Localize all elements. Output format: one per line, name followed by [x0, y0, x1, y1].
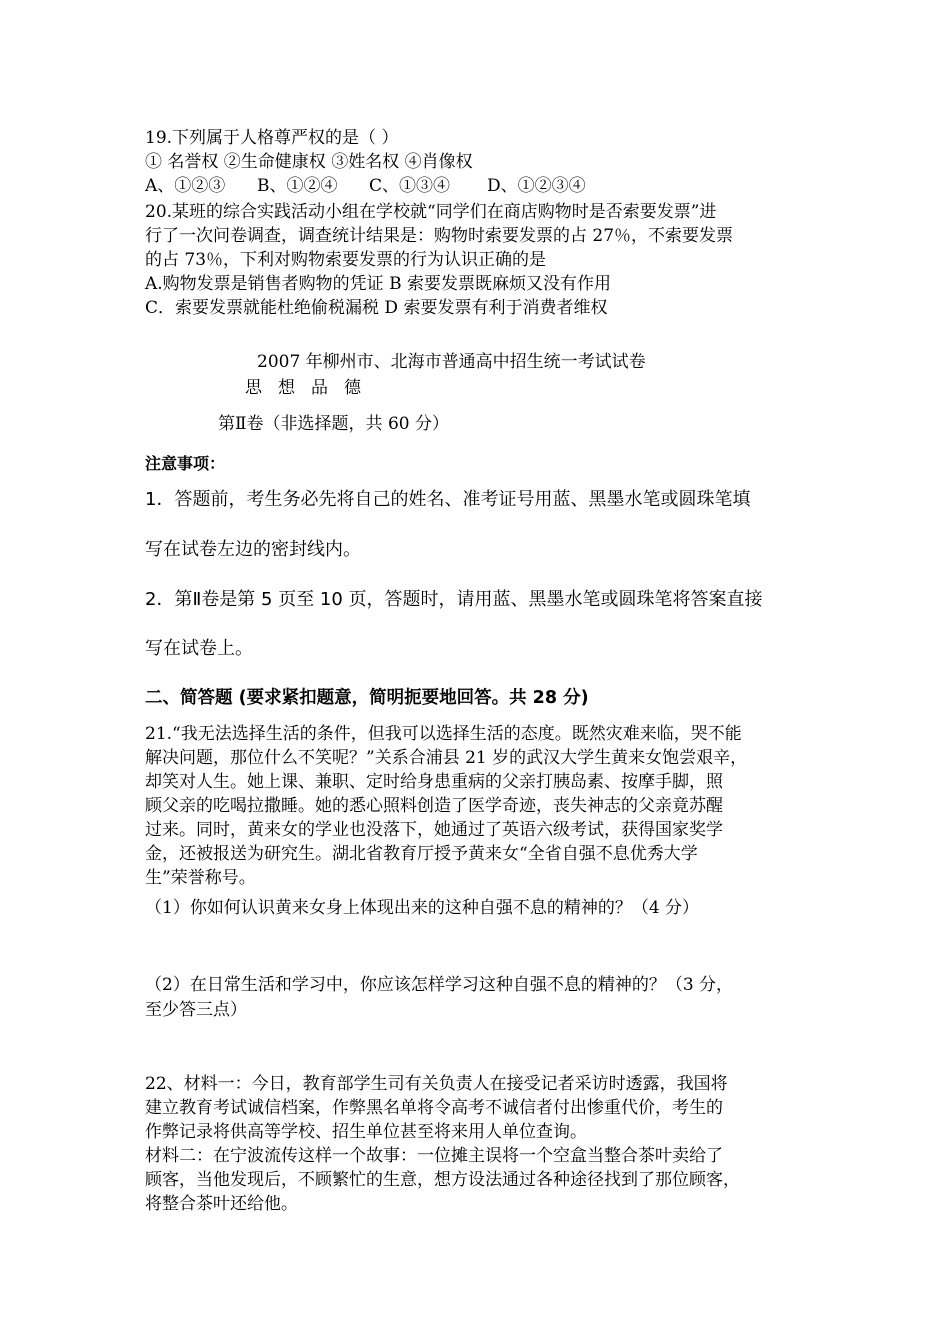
- q21-sub-question-2-line-1: （2）在日常生活和学习中，你应该怎样学习这种自强不息的精神的？（3 分，: [145, 975, 734, 995]
- notes-heading: 注意事项：: [145, 454, 226, 473]
- question-19: [145, 126, 815, 198]
- section-2-heading: 二、简答题 (要求紧扣题意，简明扼要地回答。共 28 分): [145, 688, 589, 708]
- q21-line-2: 解决问题，那位什么不笑呢？”关系合浦县 21 岁的武汉大学生黄来女饱尝艰辛，: [145, 748, 748, 768]
- question-21: [145, 722, 815, 890]
- q19-option-d: D、①②③④: [487, 176, 586, 196]
- q20-stem-line-1: 20.某班的综合实践活动小组在学校就“同学们在商店购物时是否索要发票”进: [145, 202, 717, 222]
- part-2-title: 第Ⅱ卷（非选择题，共 60 分）: [218, 414, 449, 434]
- q20-option-line-2: C．索要发票就能杜绝偷税漏税 D 索要发票有利于消费者维权: [145, 298, 608, 318]
- q22-line-1: 22、材料一：今日，教育部学生司有关负责人在接受记者采访时透露，我国将: [145, 1074, 728, 1094]
- q20-stem-line-3: 的占 73％，下利对购物索要发票的行为认识正确的是: [145, 250, 547, 270]
- notes-item-2-line-2: 写在试卷上。: [145, 638, 253, 659]
- exam-title: 2007 年柳州市、北海市普通高中招生统一考试试卷: [257, 352, 646, 372]
- q21-line-7: 生”荣誉称号。: [145, 868, 256, 888]
- q22-line-5: 顾客，当他发现后，不顾繁忙的生意，想方设法通过各种途径找到了那位顾客，: [145, 1170, 740, 1190]
- q22-line-2: 建立教育考试诚信档案，作弊黑名单将令高考不诚信者付出惨重代价，考生的: [145, 1098, 723, 1118]
- notes-item-1-line-2: 写在试卷左边的密封线内。: [145, 539, 361, 560]
- q22-line-3: 作弊记录将供高等学校、招生单位甚至将来用人单位查询。: [145, 1122, 587, 1142]
- q22-line-4: 材料二：在宁波流传这样一个故事：一位摊主误将一个空盒当整合茶叶卖给了: [145, 1146, 723, 1166]
- question-22: [145, 1072, 815, 1216]
- q21-line-6: 金，还被报送为研究生。湖北省教育厅授予黄来女“全省自强不息优秀大学: [145, 844, 698, 864]
- q20-option-line-1: A.购物发票是销售者购物的凭证 B 索要发票既麻烦又没有作用: [145, 274, 611, 294]
- exam-subject: 思想品德: [245, 378, 377, 398]
- q19-options: [145, 174, 815, 198]
- question-20: [145, 200, 815, 320]
- q19-items: ① 名誉权 ②生命健康权 ③姓名权 ④肖像权: [145, 152, 473, 172]
- q21-sub-question-1: （1）你如何认识黄来女身上体现出来的这种自强不息的精神的？（4 分）: [145, 898, 700, 918]
- q19-option-a: A、①②③: [145, 176, 226, 196]
- q21-line-3: 却笑对人生。她上课、兼职、定时给身患重病的父亲打胰岛素、按摩手脚，照: [145, 772, 723, 792]
- q21-line-5: 过来。同时，黄来女的学业也没落下，她通过了英语六级考试，获得国家奖学: [145, 820, 723, 840]
- q19-stem: 19.下列属于人格尊严权的是（ ）: [145, 128, 399, 148]
- q21-line-1: 21.“我无法选择生活的条件，但我可以选择生活的态度。既然灾难来临，哭不能: [145, 724, 742, 744]
- q19-option-b: B、①②④: [257, 176, 338, 196]
- q21-sub-question-2-line-2: 至少答三点）: [145, 1000, 247, 1020]
- notes-item-2-line-1: 2．第Ⅱ卷是第 5 页至 10 页，答题时，请用蓝、黑墨水笔或圆珠笔将答案直接: [145, 589, 763, 610]
- notes-item-1-line-1: 1．答题前，考生务必先将自己的姓名、准考证号用蓝、黑墨水笔或圆珠笔填: [145, 489, 751, 510]
- q20-stem-line-2: 行了一次问卷调查，调查统计结果是：购物时索要发票的占 27％，不索要发票: [145, 226, 734, 246]
- q21-line-4: 顾父亲的吃喝拉撒睡。她的悉心照料创造了医学奇迹，丧失神志的父亲竟苏醒: [145, 796, 723, 816]
- q22-line-6: 将整合茶叶还给他。: [145, 1194, 298, 1214]
- q19-option-c: C、①③④: [369, 176, 451, 196]
